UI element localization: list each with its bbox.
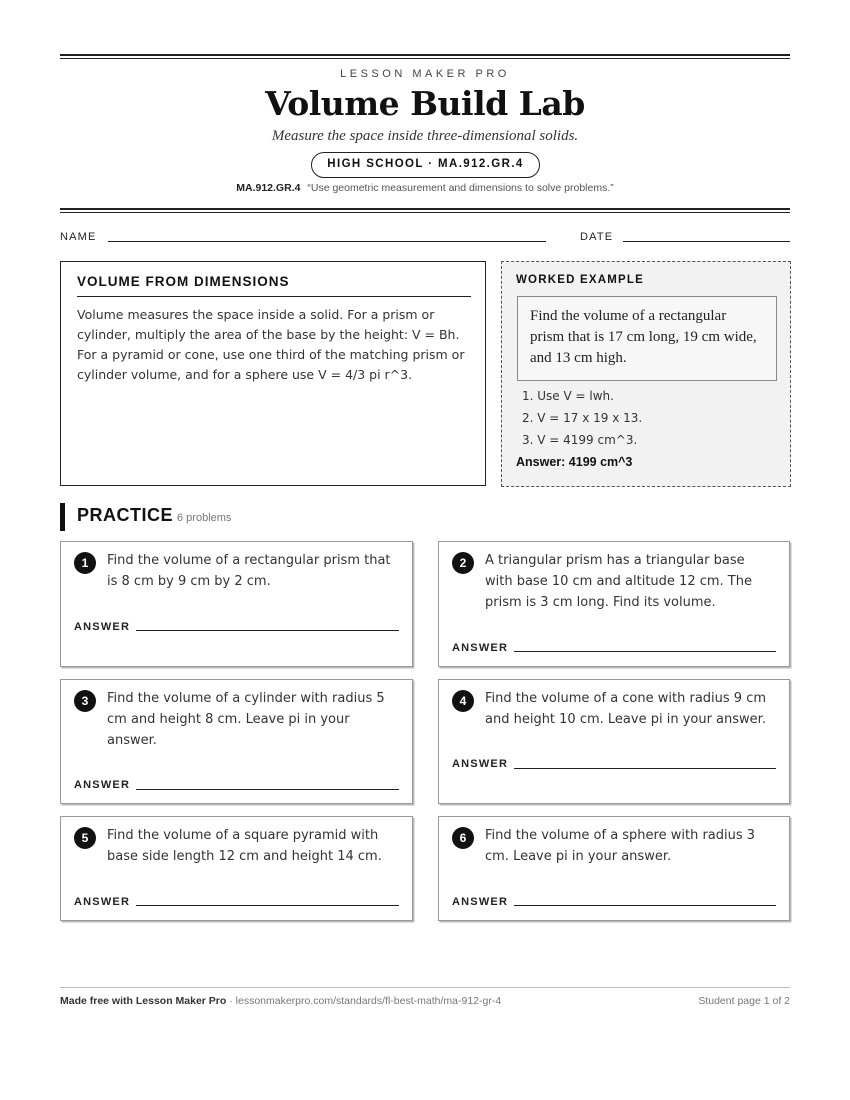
concept-panel [60, 261, 486, 486]
practice-accent-bar [60, 503, 65, 531]
answer-field[interactable] [136, 905, 399, 906]
date-field[interactable] [623, 241, 790, 242]
answer-label: ANSWER [452, 642, 509, 654]
answer-field[interactable] [136, 630, 399, 631]
problem-text: Find the volume of a rectangular prism that is 8 cm by 9 cm by 2 cm. [107, 553, 391, 589]
worked-example-title: WORKED EXAMPLE [516, 274, 644, 286]
worked-example-steps [522, 385, 642, 451]
header-top-rule [60, 54, 790, 59]
problem-number-badge: 5 [74, 827, 96, 849]
level-badge: HIGH SCHOOL · MA.912.GR.4 [311, 152, 540, 178]
answer-label: ANSWER [74, 896, 131, 908]
answer-label: ANSWER [74, 621, 131, 633]
problem-number-badge: 2 [452, 552, 474, 574]
brand-label: LESSON MAKER PRO [340, 68, 510, 80]
worked-example-step: 3. V = 4199 cm^3. [522, 433, 638, 447]
answer-field[interactable] [514, 651, 776, 652]
problem-card-2 [438, 541, 790, 667]
problem-text: Find the volume of a sphere with radius 3 cm. Leave pi in your answer. [485, 828, 756, 864]
footer-url[interactable]: · lessonmakerpro.com/standards/fl-best-math/ma-912-gr-4 [226, 995, 502, 1007]
worked-example-problem: Find the volume of a rectangular prism that is 17 cm long, 19 cm wide, and 13 cm high. [517, 296, 777, 381]
standard-code: MA.912.GR.4 [236, 182, 301, 194]
problem-text: Find the volume of a cone with radius 9 cm and height 10 cm. Leave pi in your answer. [485, 691, 767, 727]
answer-label: ANSWER [452, 896, 509, 908]
answer-field[interactable] [136, 789, 399, 790]
problem-number-badge: 1 [74, 552, 96, 574]
worked-example-answer: Answer: 4199 cm^3 [516, 455, 633, 469]
answer-field[interactable] [514, 768, 776, 769]
answer-label: ANSWER [74, 779, 131, 791]
concept-body: Volume measures the space inside a solid. For a prism or cylinder, multiply the area of the base by the height: V = Bh. For a pyramid or cone, use one third of the matching prism or cylinder volume, and for a sphere use V = 4/3 pi r^3. [77, 307, 465, 382]
standard-text: “Use geometric measurement and dimensions to solve problems.” [307, 182, 614, 194]
problem-number-badge: 4 [452, 690, 474, 712]
problem-card-4 [438, 679, 790, 804]
problem-text: Find the volume of a square pyramid with base side length 12 cm and height 14 cm. [107, 828, 382, 864]
answer-field[interactable] [514, 905, 776, 906]
problem-card-3 [60, 679, 413, 804]
problem-number-badge: 6 [452, 827, 474, 849]
header-bottom-rule [60, 208, 790, 213]
name-label: NAME [60, 231, 97, 243]
problem-text: A triangular prism has a triangular base with base 10 cm and altitude 12 cm. The prism is 3 cm long. Find its volume. [485, 553, 752, 610]
worked-example-step: 2. V = 17 x 19 x 13. [522, 411, 643, 425]
problem-text: Find the volume of a cylinder with radius 5 cm and height 8 cm. Leave pi in your answer. [107, 691, 385, 748]
footer-brand: Made free with Lesson Maker Pro [60, 995, 227, 1007]
page-subtitle: Measure the space inside three-dimensional solids. [271, 128, 579, 144]
name-field[interactable] [108, 241, 546, 242]
footer-credit [60, 995, 501, 1007]
standard-description [0, 182, 850, 194]
date-label: DATE [580, 231, 614, 243]
problem-number-badge: 3 [74, 690, 96, 712]
problem-card-5 [60, 816, 413, 921]
worked-example-step: 1. Use V = lwh. [522, 389, 614, 403]
answer-label: ANSWER [452, 758, 509, 770]
problem-card-1 [60, 541, 413, 667]
practice-heading: PRACTICE [77, 505, 174, 525]
footer-page-number: Student page 1 of 2 [698, 995, 790, 1007]
page-title: Volume Build Lab [265, 84, 585, 123]
concept-title: VOLUME FROM DIMENSIONS [77, 274, 471, 297]
worked-example-panel [501, 261, 791, 487]
practice-count: 6 problems [177, 512, 232, 524]
problem-card-6 [438, 816, 790, 921]
footer-rule [60, 987, 790, 988]
